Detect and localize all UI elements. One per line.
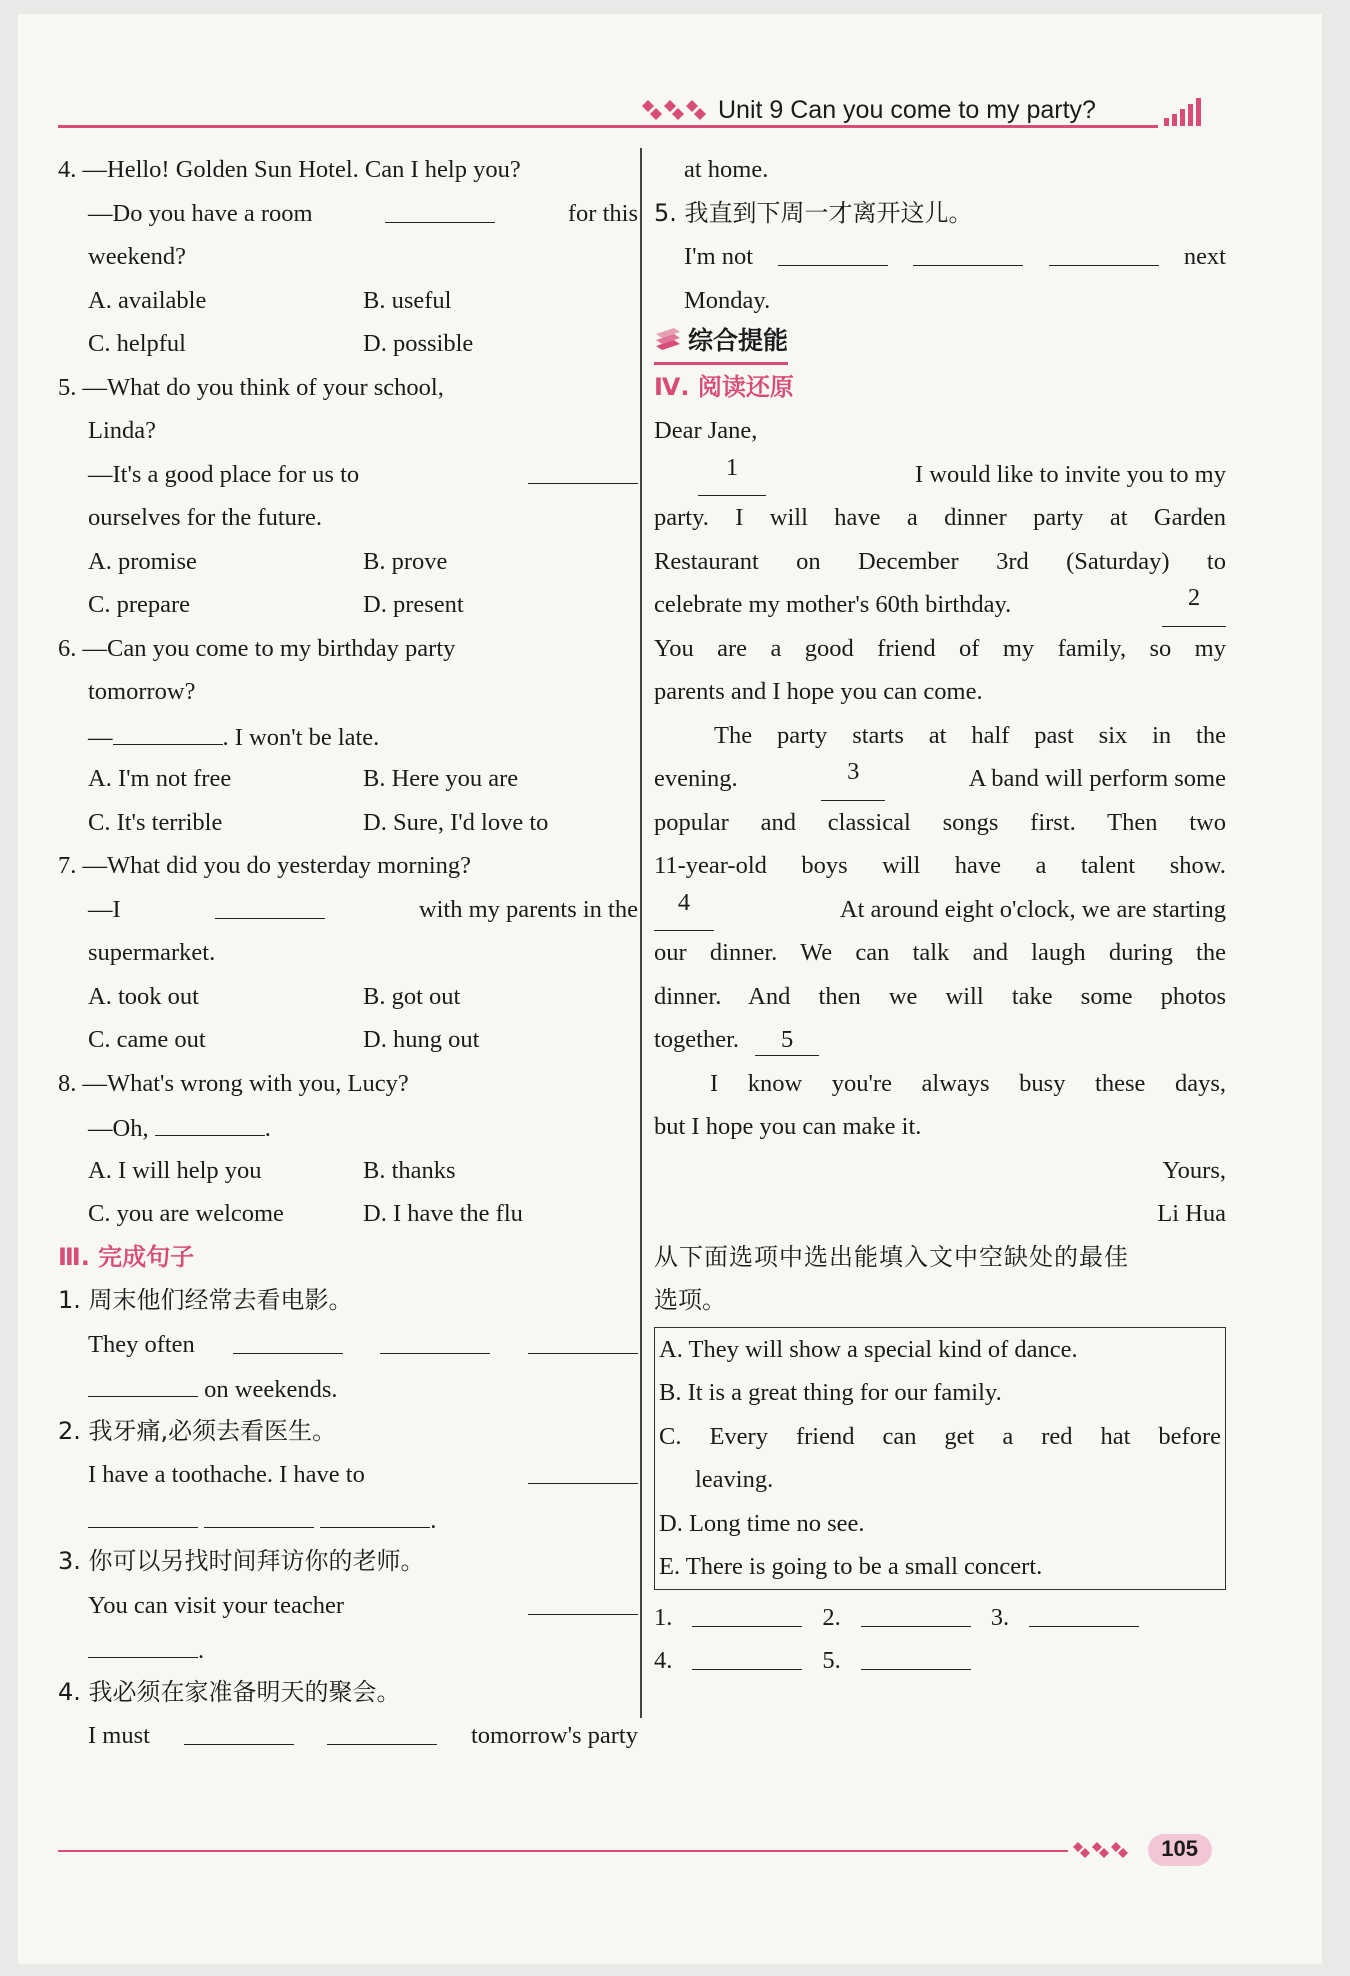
answer-blank-1[interactable] (692, 1596, 802, 1627)
q4-option-d[interactable]: D. possible (363, 330, 474, 357)
section-4-title: Ⅳ. 阅读还原 (654, 372, 794, 401)
option-c[interactable]: C. Every friend can get a red hat before (659, 1422, 1221, 1450)
q8-option-c[interactable]: C. you are welcome (88, 1200, 284, 1227)
s4-chinese: 4. 我必须在家准备明天的聚会。 (58, 1677, 401, 1706)
q5-prompt: 5. —What do you think of your school, (58, 373, 444, 401)
s4-blank-2[interactable] (327, 1714, 437, 1745)
s4-blank-1[interactable] (184, 1714, 294, 1745)
s1-chinese: 1. 周末他们经常去看电影。 (58, 1286, 353, 1314)
s3-blank-2[interactable] (88, 1627, 198, 1658)
s5-blank-1[interactable] (778, 235, 888, 266)
s2-blank-1[interactable] (528, 1453, 638, 1484)
answer-blank-4[interactable] (692, 1639, 802, 1670)
instructions: 从下面选项中选出能填入文中空缺处的最佳 (654, 1242, 1129, 1271)
q6-option-a[interactable]: A. I'm not free (88, 765, 232, 792)
q7-prompt: 7. —What did you do yesterday morning? (58, 852, 472, 879)
reading-blank-4[interactable]: 4 (654, 888, 714, 932)
q5-option-b[interactable]: B. prove (363, 547, 448, 575)
option-e[interactable]: E. There is going to be a small concert. (659, 1553, 1043, 1580)
s1-blank-4[interactable] (88, 1366, 198, 1397)
q4-line2: —Do you have a room for this (58, 192, 638, 236)
q6-prompt: 6. —Can you come to my birthday party (58, 634, 456, 662)
q4-options-ab (58, 279, 638, 323)
option-b[interactable]: B. It is a great thing for our family. (659, 1379, 1002, 1406)
q7-option-c[interactable]: C. came out (88, 1026, 206, 1053)
q4-prompt: 4. —Hello! Golden Sun Hotel. Can I help you? (58, 156, 521, 183)
q6-option-d[interactable]: D. Sure, I'd love to (363, 808, 549, 836)
q6-option-c[interactable]: C. It's terrible (88, 808, 223, 836)
page-number: 105 (1161, 1836, 1198, 1861)
answer-row-2: 4. 5. (654, 1639, 1226, 1683)
q7-option-a[interactable]: A. took out (88, 982, 199, 1010)
section-3-title: Ⅲ. 完成句子 (58, 1242, 195, 1271)
q8-blank[interactable] (155, 1105, 265, 1136)
s2-chinese: 2. 我牙痛,必须去看医生。 (58, 1416, 337, 1445)
s1-blank-2[interactable] (380, 1323, 490, 1354)
diamond-deco-icon (640, 96, 720, 124)
q5-blank[interactable] (528, 453, 638, 484)
q8-option-a[interactable]: A. I will help you (88, 1156, 262, 1184)
bar-graph-icon (1162, 92, 1208, 128)
reading-blank-5[interactable]: 5 (755, 1025, 819, 1056)
column-divider (640, 148, 642, 1718)
q6-option-b[interactable]: B. Here you are (363, 765, 519, 792)
answer-blank-5[interactable] (861, 1639, 971, 1670)
reading-blank-2[interactable]: 2 (1162, 583, 1226, 627)
books-icon (654, 328, 682, 354)
s5-blank-2[interactable] (913, 235, 1023, 266)
q8-option-d[interactable]: D. I have the flu (363, 1200, 523, 1227)
q8-option-b[interactable]: B. thanks (363, 1156, 456, 1184)
header-rule (58, 125, 1158, 128)
q6-blank[interactable] (113, 714, 223, 745)
left-column: 4. —Hello! Golden Sun Hotel. Can I help you? —Do you have a room for this weekend? A. available B. useful C. helpful D. possible 5. —What do you think of your school, Linda? —It's a good place for us to ourselves for the future. A. promise B. prove C. prepare D. present 6. —Can you come to my birthday party tomorrow? — . I won't be late. A. I'm not free B. Here you are C. It's terrible D. Sure, I'd love to 7. —What did you do yesterday morning? —I with my parents in the supermarket. A. took out B. got out C. came out D. hung out 8. —What's wrong with you, Lucy? —Oh, . A. I will help you B. thanks C. you are welcome D. I have the flu Ⅲ. 完成句子 1. 周末他们经常去看电影。 They often on weekends. 2. 我牙痛,必须去看医生。 I have a toothache. I have to . 3. 你可以另找时间拜访你的老师。 You can visit your teacher . 4. 我必须在家准备明天的聚会。 I must tomorrow's party (58, 148, 638, 1758)
unit-title: Unit 9 Can you come to my party? (718, 96, 1096, 124)
footer-rule (58, 1850, 1068, 1852)
q7-option-b[interactable]: B. got out (363, 982, 461, 1010)
q5-option-c[interactable]: C. prepare (88, 591, 191, 618)
reading-blank-1[interactable]: 1 (698, 453, 766, 497)
s2-blank-4[interactable] (320, 1497, 430, 1528)
option-d[interactable]: D. Long time no see. (659, 1509, 865, 1537)
option-a[interactable]: A. They will show a special kind of dance. (659, 1335, 1078, 1363)
q5-option-d[interactable]: D. present (363, 591, 464, 618)
s5-blank-3[interactable] (1049, 235, 1159, 266)
q7-option-d[interactable]: D. hung out (363, 1026, 480, 1053)
s3-chinese: 3. 你可以另找时间拜访你的老师。 (58, 1547, 425, 1575)
answer-blank-2[interactable] (861, 1596, 971, 1627)
s2-blank-3[interactable] (204, 1497, 314, 1528)
q4-option-c[interactable]: C. helpful (88, 330, 186, 357)
s3-blank-1[interactable] (528, 1584, 638, 1615)
diamond-deco-icon (1072, 1838, 1132, 1862)
options-box: A. They will show a special kind of dance. B. It is a great thing for our family. C. Every friend can get a red hat before leaving. D. Long time no see. E. There is going to be a small concert. (654, 1327, 1226, 1590)
letter-signature: Li Hua (1157, 1200, 1226, 1227)
s1-blank-3[interactable] (528, 1323, 638, 1354)
answer-row-1: 1. 2. 3. (654, 1596, 1226, 1640)
s1-blank-1[interactable] (233, 1323, 343, 1354)
letter-body: 1 I would like to invite you to my party. I will have a dinner party at Garden Restaurant on December 3rd (Saturday) to celebrate my mother's 60th birthday. 2 You are a good friend of my family, so my parents and I hope you can come. The party starts at half past six in the evening. 3 A band will perform some popular and classical songs first. Then two 11-year-old boys will have a talent show. 4 At around eight o'clock, we are starting our dinner. We can talk and laugh during the dinner. And then we will take some photos together. 5 I know you're always busy these days, but I hope you can make it. Yours, Li Hua (654, 453, 1226, 1236)
q4-options-cd (58, 322, 638, 366)
letter-greeting: Dear Jane, (654, 417, 758, 444)
q5-option-a[interactable]: A. promise (88, 547, 197, 575)
s5-chinese: 5. 我直到下周一才离开这儿。 (654, 198, 973, 227)
answer-blank-3[interactable] (1029, 1596, 1139, 1627)
q7-blank[interactable] (215, 888, 325, 919)
reading-blank-3[interactable]: 3 (821, 757, 885, 801)
q4-option-a[interactable]: A. available (88, 286, 207, 314)
q4-option-b[interactable]: B. useful (363, 286, 452, 314)
q8-prompt: 8. —What's wrong with you, Lucy? (58, 1069, 409, 1097)
s2-blank-2[interactable] (88, 1497, 198, 1528)
q4-blank[interactable] (385, 192, 495, 223)
comprehensive-heading: 综合提能 (654, 322, 788, 365)
letter-closing: Yours, (1162, 1156, 1226, 1184)
right-column: at home. 5. 我直到下周一才离开这儿。 I'm not next Monday. 综合提能 Ⅳ. 阅读还原 Dear Jane, 1 I would like to invite you to my party. I will have a dinner party at Garden Restaurant on December 3rd (Saturday) to celebrate my mother's 60th birthday. 2 You are a good friend of my family, so my parents and I hope you can come. The party starts at half past six in the evening. 3 A band will perform some popular and classical songs first. Then two 11-year-old boys will have a talent show. 4 At around eight o'clock, we are starting our dinner. We can talk and laugh during the dinner. And then we will take some photos together. 5 I know you're always busy these days, but I hope you can make it. Yours, Li Hua 从下面选项中选出能填入文中空缺处的最佳 选项。 A. They will show a special kind of dance. B. It is a great thing for our family. C. Every friend can get a red hat before leaving. D. Long time no see. E. There is going to be a small concert. 1. 2. 3. 4. 5. (654, 148, 1226, 1683)
